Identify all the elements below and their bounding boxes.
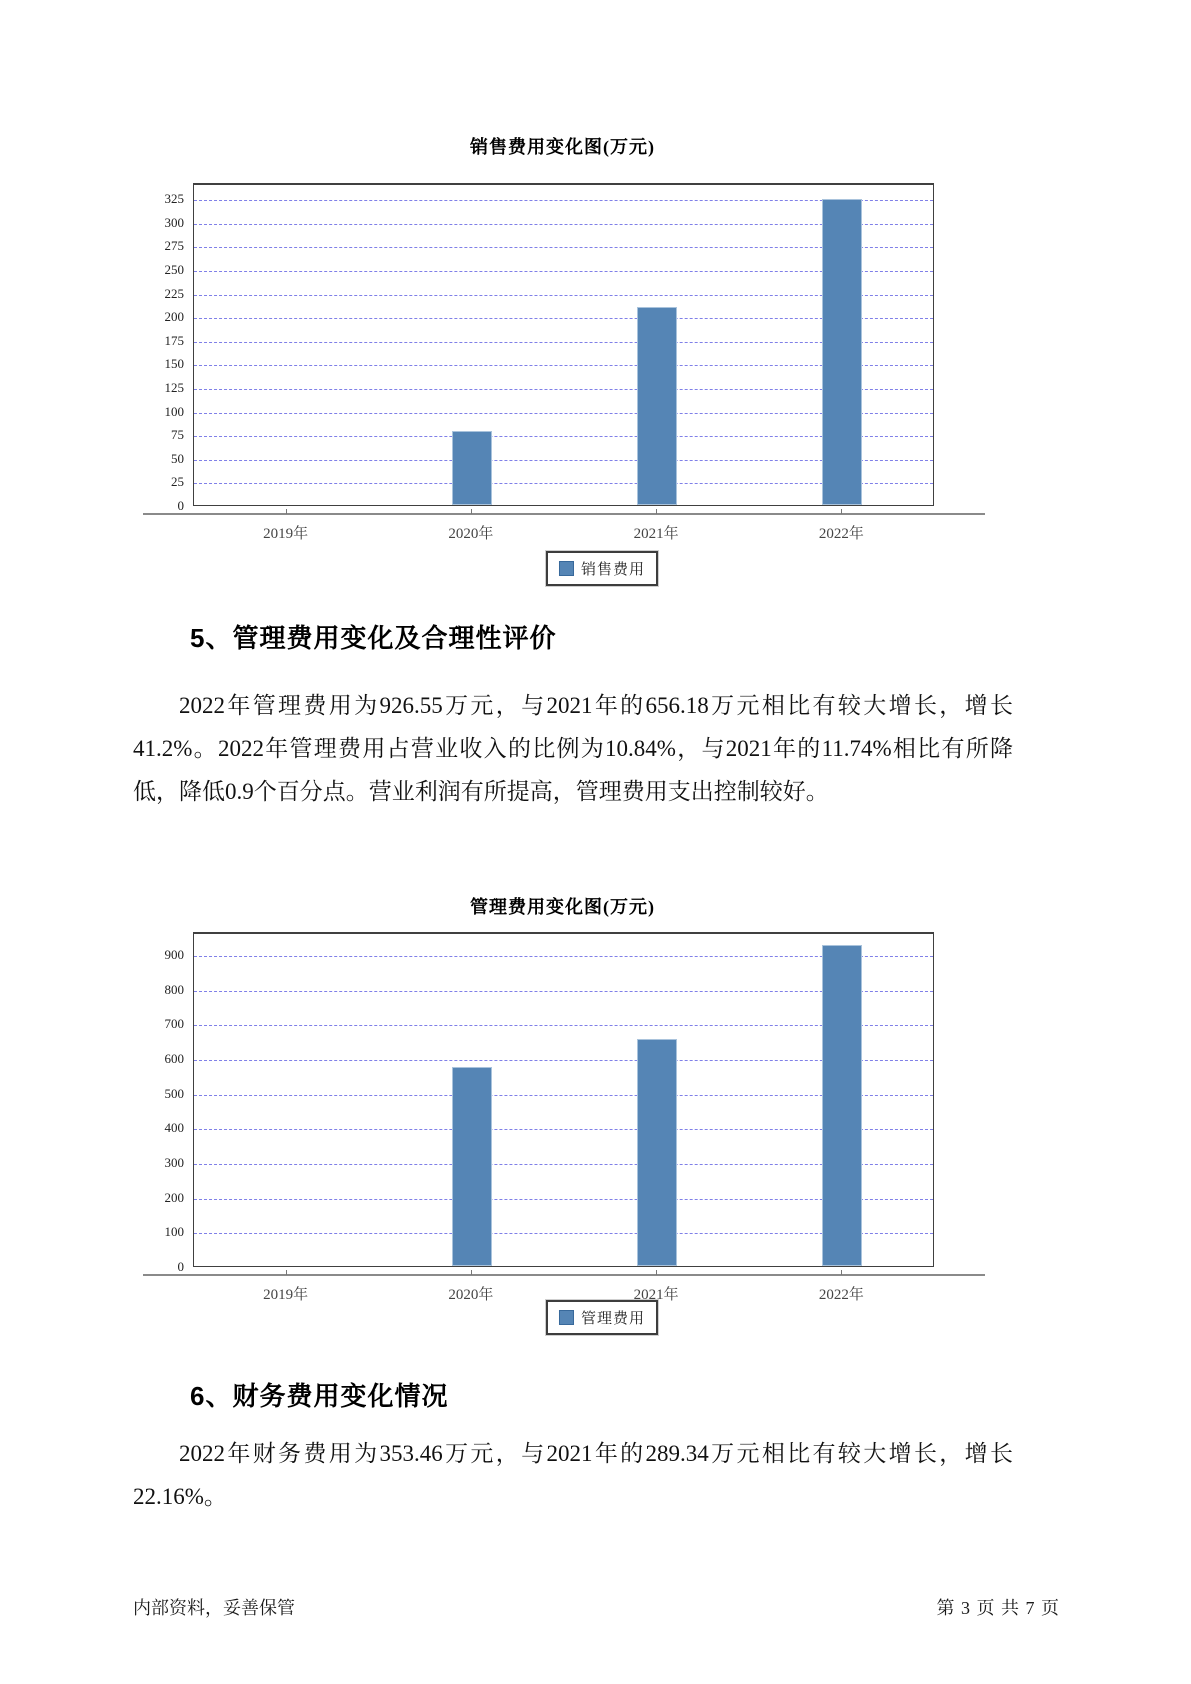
y-tick-label: 75 <box>171 427 184 443</box>
y-tick-label: 100 <box>164 1224 184 1240</box>
y-tick-label: 225 <box>164 285 184 301</box>
footer-confidential-note: 内部资料，妥善保管 <box>133 1598 295 1618</box>
x-tick-label: 2020年 <box>448 526 494 542</box>
x-tick-mark <box>656 1270 657 1275</box>
y-tick-label: 150 <box>164 356 184 372</box>
sales-expense-chart <box>140 120 992 590</box>
section5-heading: 5、管理费用变化及合理性评价 <box>190 623 557 653</box>
legend-label: 管理费用 <box>580 1311 646 1327</box>
y-tick-label: 400 <box>164 1120 184 1136</box>
bar-2021年 <box>637 307 677 505</box>
x-tick-label: 2019年 <box>263 526 309 542</box>
y-tick-label: 600 <box>164 1051 184 1067</box>
x-tick-label: 2022年 <box>818 1287 864 1303</box>
x-tick-label: 2021年 <box>633 526 679 542</box>
y-tick-label: 0 <box>177 1259 184 1274</box>
y-tick-label: 175 <box>164 332 184 348</box>
x-tick-mark <box>841 1270 842 1275</box>
management-chart-plot-area <box>193 932 934 1267</box>
y-tick-label: 250 <box>164 261 184 277</box>
x-tick-mark <box>286 509 287 514</box>
y-tick-label: 325 <box>164 191 184 207</box>
management-chart-legend <box>546 1300 658 1335</box>
legend-color-swatch <box>559 1310 574 1325</box>
y-tick-label: 500 <box>164 1085 184 1101</box>
x-tick-label: 2020年 <box>448 1287 494 1303</box>
legend-label: 销售费用 <box>580 562 646 578</box>
y-tick-label: 200 <box>164 309 184 325</box>
y-tick-label: 700 <box>164 1016 184 1032</box>
management-chart-title: 管理费用变化图(万元) <box>470 897 655 917</box>
sales-chart-x-axis-line <box>143 513 985 515</box>
section6-heading: 6、财务费用变化情况 <box>190 1381 449 1411</box>
y-tick-label: 900 <box>164 947 184 963</box>
y-tick-label: 125 <box>164 379 184 395</box>
section5-paragraph: 2022年管理费用为926.55万元，与2021年的656.18万元相比有较大增长，增长41.2%。2022年管理费用占营业收入的比例为10.84%，与2021年的11.74%相比有所降低，降低0.9个百分点。营业利润有所提高，管理费用支出控制较好。 <box>133 693 1013 804</box>
x-tick-label: 2019年 <box>263 1287 309 1303</box>
y-tick-label: 0 <box>177 498 184 513</box>
x-tick-mark <box>841 509 842 514</box>
bar-2022年 <box>822 945 862 1266</box>
y-tick-label: 25 <box>171 474 184 490</box>
y-tick-label: 800 <box>164 981 184 997</box>
sales-chart-legend <box>546 551 658 586</box>
y-tick-label: 50 <box>171 450 184 466</box>
management-expense-chart <box>140 870 992 1350</box>
management-chart-x-axis-line <box>143 1274 985 1276</box>
section6-paragraph: 2022年财务费用为353.46万元，与2021年的289.34万元相比有较大增长，增长22.16%。 <box>133 1441 1013 1509</box>
x-tick-label: 2021年 <box>633 1287 679 1303</box>
y-tick-label: 275 <box>164 238 184 254</box>
x-tick-mark <box>656 509 657 514</box>
x-tick-mark <box>471 1270 472 1275</box>
sales-chart-title: 销售费用变化图(万元) <box>470 137 655 157</box>
bar-2022年 <box>822 199 862 505</box>
x-tick-mark <box>471 509 472 514</box>
y-tick-label: 300 <box>164 214 184 230</box>
sales-chart-plot-area <box>193 183 934 506</box>
y-tick-label: 100 <box>164 403 184 419</box>
legend-color-swatch <box>559 561 574 576</box>
y-tick-label: 200 <box>164 1189 184 1205</box>
y-tick-label: 300 <box>164 1155 184 1171</box>
bar-2021年 <box>637 1039 677 1266</box>
x-tick-label: 2022年 <box>818 526 864 542</box>
bar-2020年 <box>452 431 492 505</box>
footer-page-number: 第 3 页 共 7 页 <box>936 1598 1060 1618</box>
bar-2020年 <box>452 1067 492 1266</box>
x-tick-mark <box>286 1270 287 1275</box>
